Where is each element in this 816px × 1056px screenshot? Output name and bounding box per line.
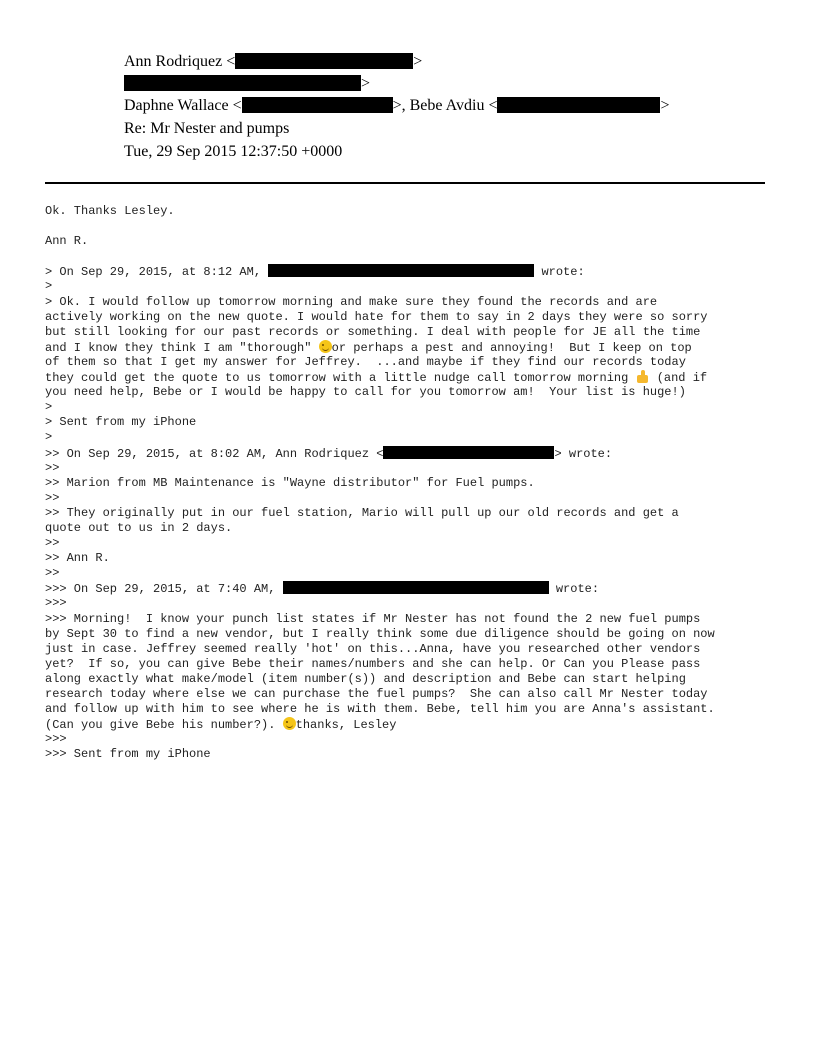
quote-line: >: [45, 400, 53, 415]
redacted-email: [235, 53, 413, 69]
from-name: Ann Rodriquez <: [124, 53, 236, 70]
cc-name-1: Daphne Wallace <: [124, 97, 242, 114]
from-value: [124, 52, 422, 72]
quote-text: thanks, Lesley: [295, 718, 397, 733]
header-divider: [45, 182, 765, 184]
email-body: [45, 204, 780, 762]
from-close: >: [413, 53, 423, 70]
quote-line: and follow up with him to see where he is with them. Bebe, tell him you are Anna's assistant.: [45, 702, 715, 717]
date-value: Tue, 29 Sep 2015 12:37:50 +0000: [124, 143, 343, 160]
quote-line: [45, 370, 780, 385]
quote-line: [45, 446, 780, 461]
quote-line: > Sent from my iPhone: [45, 415, 197, 430]
redacted-email: [497, 97, 660, 113]
quote-line: >> They originally put in our fuel station, Mario will pull up our old records and get a: [45, 505, 679, 520]
quote-line: >>: [45, 566, 60, 581]
quote-text: (Can you give Bebe his number?).: [45, 718, 283, 733]
quote-line: research today where else we can purchase the fuel pumps? She can also call Mr Nester today: [45, 687, 708, 701]
blank-line: [45, 219, 780, 234]
winking-face-icon: [319, 340, 332, 353]
quote-line: >: [45, 430, 53, 445]
quote-line: >>>: [45, 596, 67, 611]
quote-line: of them so that I get my answer for Jeffrey. ...and maybe if they find our records today: [45, 354, 686, 369]
cc-value: [124, 96, 670, 116]
subject-value: Re: Mr Nester and pumps: [124, 120, 290, 137]
quote-line: [45, 581, 780, 596]
quote-line: >>>: [45, 732, 67, 747]
quote-line: >>> Sent from my iPhone: [45, 747, 211, 762]
quote-line: >> Ann R.: [45, 551, 110, 566]
quote-line: [45, 264, 780, 279]
quote-line: you need help, Bebe or I would be happy to call for you tomorrow am! Your list is huge!): [45, 385, 686, 400]
cc-mid: >, Bebe Avdiu <: [392, 97, 498, 114]
quote-line: just in case. Jeffrey seemed really 'hot' on this...Anna, have you researched other vendors: [45, 641, 701, 656]
quote-line: >>> Morning! I know your punch list states if Mr Nester has not found the 2 new fuel pumps: [45, 611, 701, 626]
quote-line: actively working on the new quote. I would hate for them to say in 2 days they were so sorry: [45, 309, 708, 324]
to-close: >: [361, 75, 371, 92]
blank-line: [45, 249, 780, 264]
quote-line: [45, 717, 780, 732]
to-value: [124, 74, 370, 94]
quote-header-wrote: wrote:: [534, 265, 585, 280]
redacted-email: [268, 264, 534, 277]
quote-line: by Sept 30 to find a new vendor, but I really think some due diligence should be going on now: [45, 626, 715, 641]
quote-header-text: >>> On Sep 29, 2015, at 7:40 AM,: [45, 582, 283, 597]
body-line: Ann R.: [45, 234, 89, 249]
body-line: Ok. Thanks Lesley.: [45, 204, 175, 218]
quote-header-wrote: wrote:: [548, 582, 600, 597]
quote-line: >>: [45, 460, 60, 475]
quote-text: and I know they think I am "thorough": [45, 340, 319, 355]
quote-line: along exactly what make/model (item number(s)) and description and Bebe can start helping: [45, 671, 686, 686]
quote-line: yet? If so, you can give Bebe their names/numbers and she can help. Or Can you Please pass: [45, 656, 701, 671]
quote-line: > Ok. I would follow up tomorrow morning and make sure they found the records and are: [45, 294, 658, 309]
quote-text: (and if: [649, 371, 708, 386]
quote-line: quote out to us in 2 days.: [45, 520, 233, 535]
redacted-email: [283, 581, 549, 594]
cc-close: >: [660, 97, 670, 114]
quote-line: [45, 340, 780, 355]
redacted-email: [124, 75, 361, 91]
redacted-email: [242, 97, 393, 113]
quote-header-text: > On Sep 29, 2015, at 8:12 AM,: [45, 265, 269, 280]
quote-line: >: [45, 279, 53, 294]
quote-text: or perhaps a pest and annoying! But I keep on top: [331, 340, 692, 355]
redacted-email: [383, 446, 554, 459]
thumbs-up-icon: [636, 370, 650, 383]
quote-line: but still looking for our past records or something. I deal with people for JE all the time: [45, 324, 701, 339]
quote-text: they could get the quote to us tomorrow with a little nudge call tomorrow morning: [45, 371, 636, 386]
quote-line: >>: [45, 536, 60, 551]
winking-face-icon: [283, 717, 296, 730]
quote-line: >> Marion from MB Maintenance is "Wayne distributor" for Fuel pumps.: [45, 475, 535, 490]
quote-line: >>: [45, 490, 60, 505]
quote-header-text: >> On Sep 29, 2015, at 8:02 AM, Ann Rodriquez <: [45, 446, 384, 461]
quote-header-wrote: > wrote:: [554, 446, 613, 461]
